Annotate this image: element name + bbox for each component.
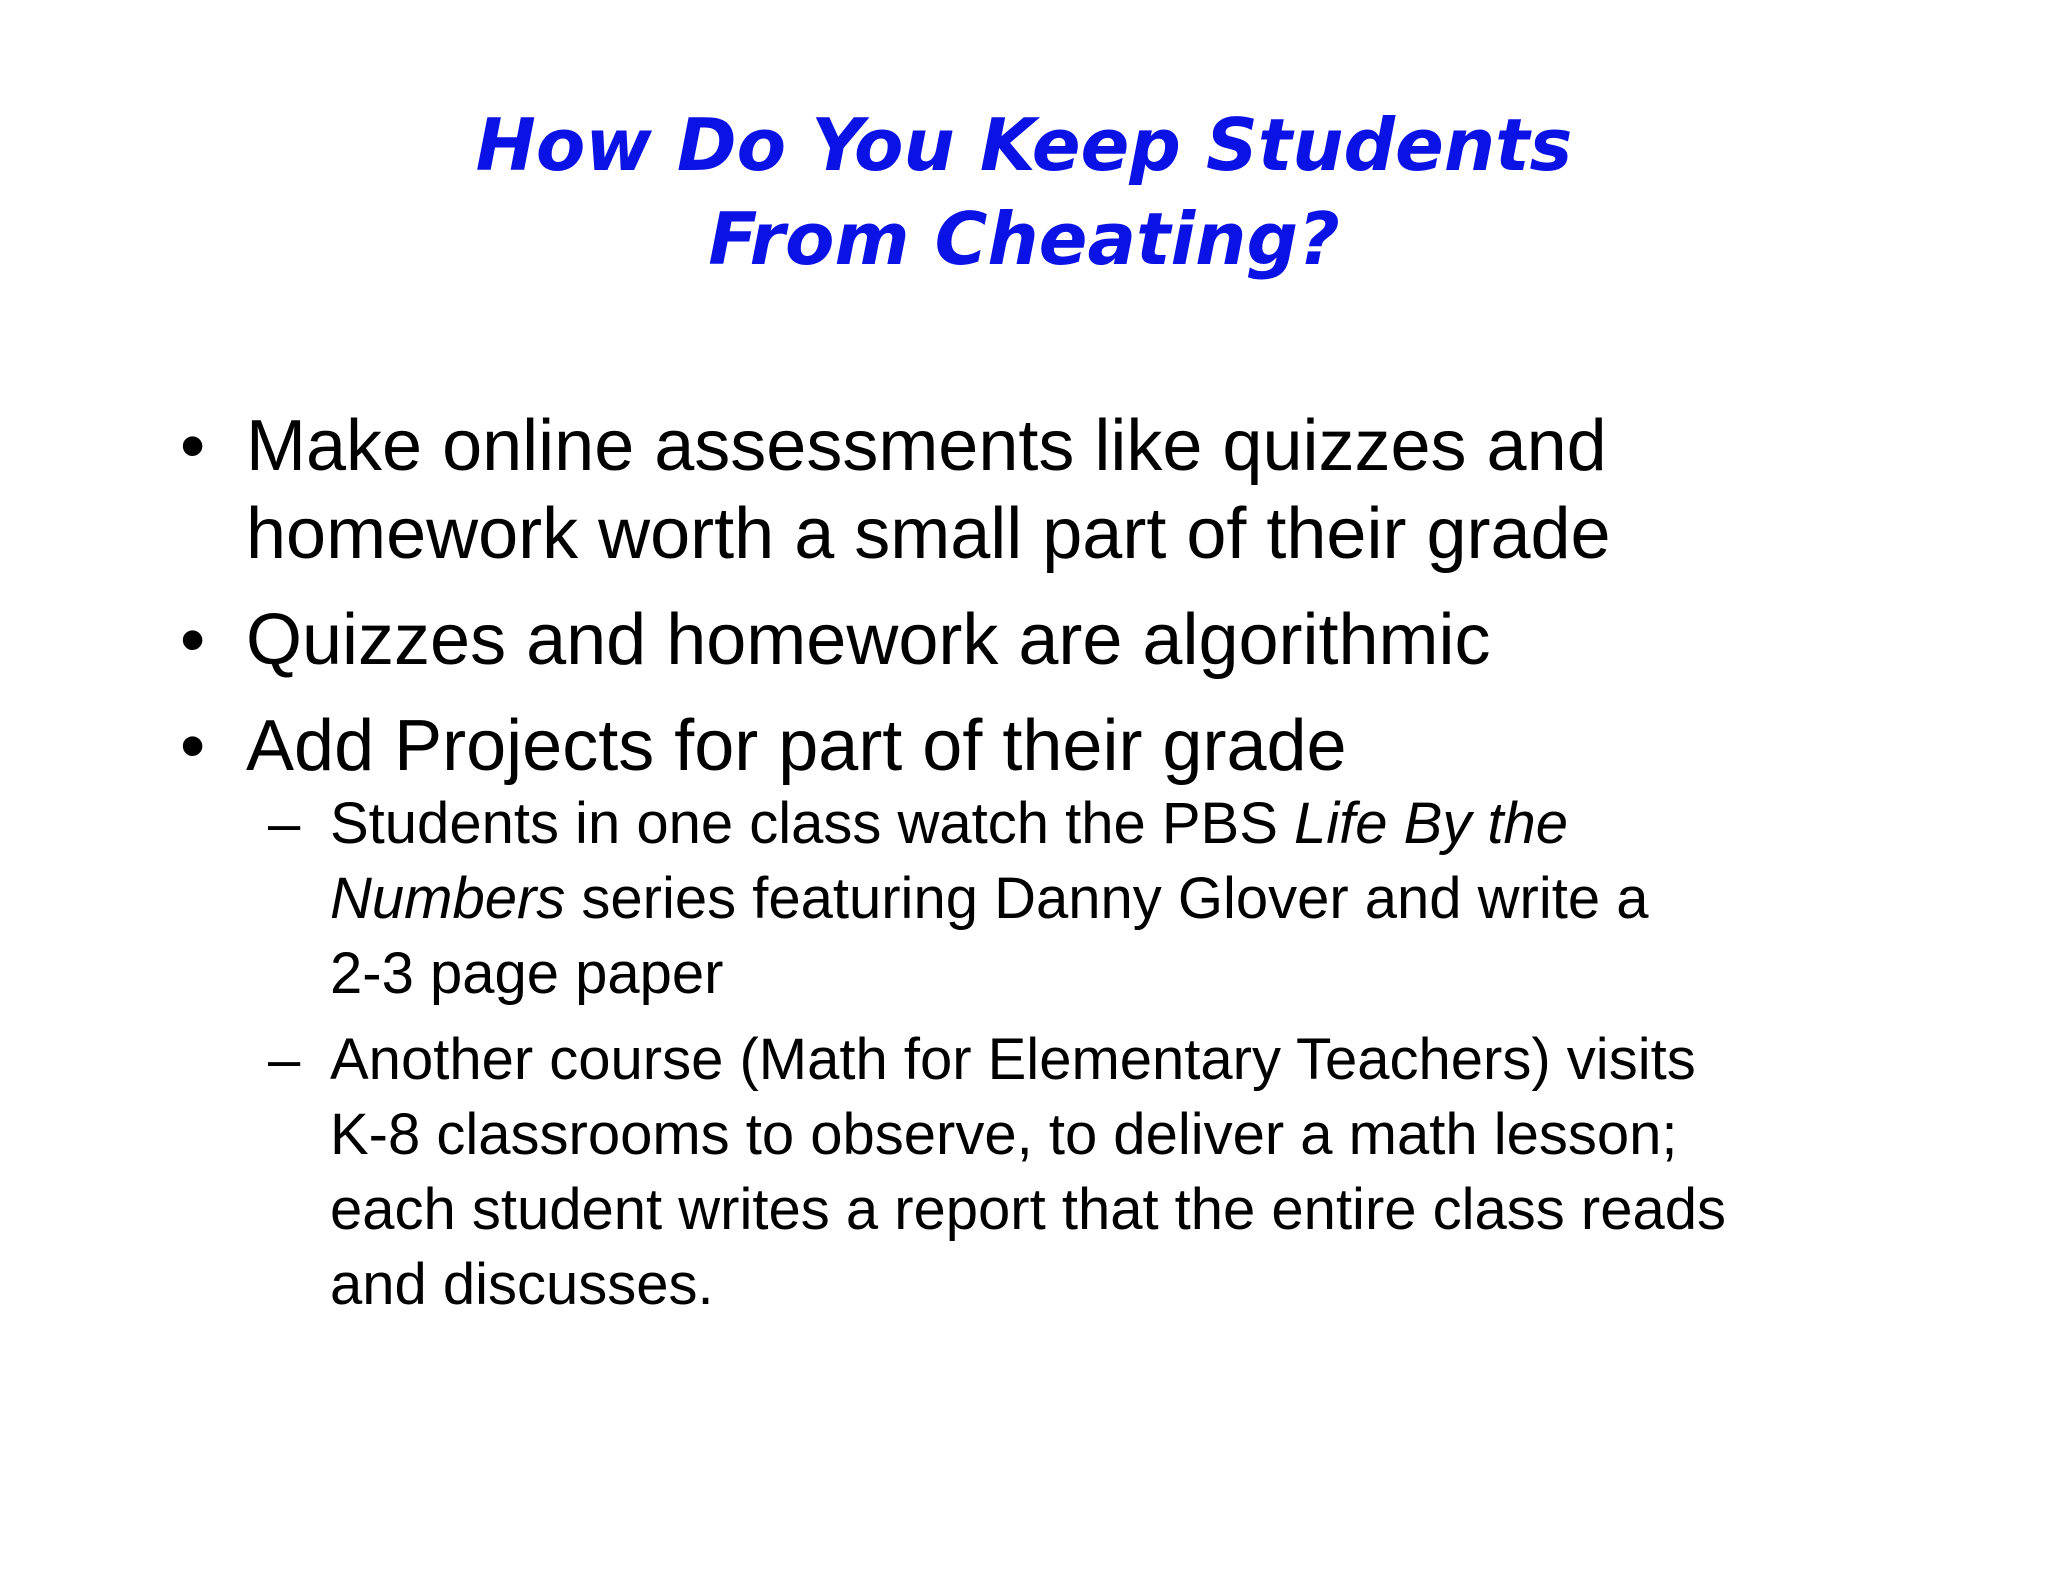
bullet-text-line: homework worth a small part of their grade: [246, 494, 1611, 574]
bullet-item: [170, 702, 1970, 790]
sub-bullet-text: and discusses.: [330, 1252, 714, 1317]
dash-marker: –: [268, 1027, 301, 1092]
sub-bullet-item: [170, 1022, 1970, 1322]
title-line-1: How Do You Keep Students: [475, 103, 1573, 187]
bullet-marker: •: [180, 600, 206, 680]
bullet-marker: •: [180, 706, 206, 786]
sub-bullet-item: [170, 786, 1970, 1011]
bullet-text-line: Make online assessments like quizzes and: [246, 406, 1607, 486]
sub-bullet-italic-text: Life By the: [1294, 791, 1569, 856]
bullet-text-line: Quizzes and homework are algorithmic: [246, 600, 1491, 680]
sub-bullet-text: 2-3 page paper: [330, 941, 724, 1006]
bullet-item: [170, 402, 1970, 578]
sub-bullet-italic-text: Numbers: [330, 866, 566, 931]
bullet-item: [170, 596, 1970, 684]
sub-bullet-text: Students in one class watch the PBS: [330, 791, 1294, 856]
sub-bullet-text: Another course (Math for Elementary Teachers) visits: [330, 1027, 1696, 1092]
sub-bullet-text: each student writes a report that the entire class reads: [330, 1177, 1726, 1242]
sub-bullet-list: [170, 786, 1970, 1322]
sub-bullet-text: series featuring Danny Glover and write a: [565, 866, 1649, 931]
bullet-marker: •: [180, 406, 206, 486]
bullet-text-line: Add Projects for part of their grade: [246, 706, 1347, 786]
sub-bullet-text: K-8 classrooms to observe, to deliver a math lesson;: [330, 1102, 1678, 1167]
slide-title: [0, 98, 2048, 286]
title-line-2: From Cheating?: [708, 197, 1340, 281]
dash-marker: –: [268, 791, 301, 856]
bullet-list: [170, 402, 1970, 1333]
